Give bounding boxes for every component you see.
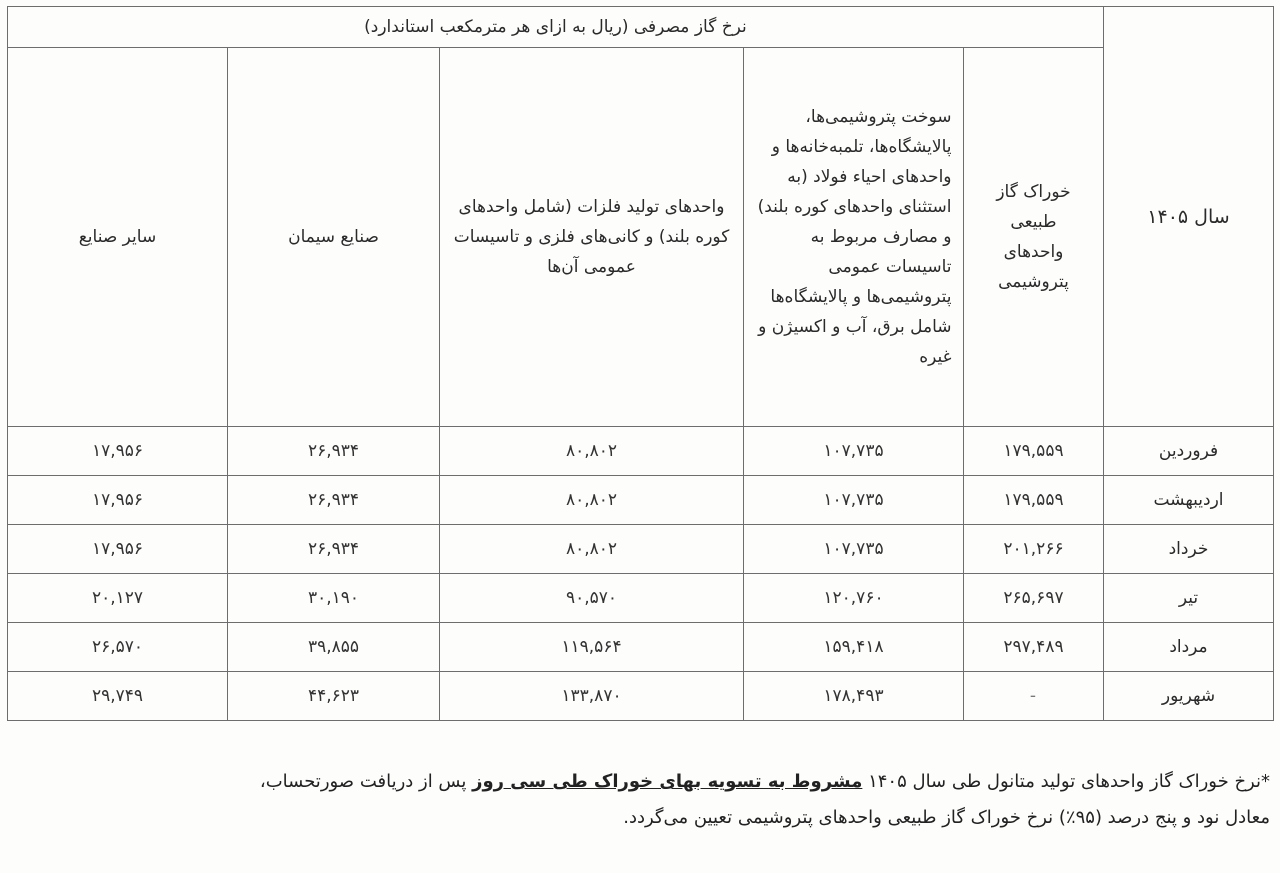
month-cell: تیر: [1104, 574, 1274, 623]
month-cell: شهریور: [1104, 672, 1274, 721]
year-label: [1104, 7, 1274, 427]
gas-rate-table: [7, 6, 1274, 721]
value-cell: ۲۹,۷۴۹: [7, 672, 227, 721]
value-cell: ۱۰۷,۷۳۵: [744, 427, 964, 476]
value-cell: -: [964, 672, 1104, 721]
month-cell: اردیبهشت: [1104, 476, 1274, 525]
table-row: [7, 672, 1273, 721]
value-cell: ۸۰,۸۰۲: [440, 427, 744, 476]
value-cell: ۱۷۹,۵۵۹: [964, 476, 1104, 525]
value-cell: ۲۹۷,۴۸۹: [964, 623, 1104, 672]
month-cell: فروردین: [1104, 427, 1274, 476]
table-title-text: نرخ گاز مصرفی (ریال به ازای هر مترمکعب استاندارد): [364, 17, 747, 37]
value-cell: ۲۰,۱۲۷: [7, 574, 227, 623]
footnote-line-1: [10, 764, 1270, 800]
month-cell: مرداد: [1104, 623, 1274, 672]
table-row: [7, 427, 1273, 476]
value-cell: ۹۰,۵۷۰: [440, 574, 744, 623]
value-cell: ۱۷۸,۴۹۳: [744, 672, 964, 721]
value-cell: ۲۶,۵۷۰: [7, 623, 227, 672]
table-row: [7, 476, 1273, 525]
value-cell: ۱۷۹,۵۵۹: [964, 427, 1104, 476]
value-cell: ۴۴,۶۲۳: [228, 672, 440, 721]
value-cell: ۱۳۳,۸۷۰: [440, 672, 744, 721]
value-cell: ۱۷,۹۵۶: [7, 427, 227, 476]
table-title: [7, 7, 1103, 48]
value-cell: ۳۰,۱۹۰: [228, 574, 440, 623]
value-cell: ۱۲۰,۷۶۰: [744, 574, 964, 623]
table-row: [7, 574, 1273, 623]
table-row: [7, 623, 1273, 672]
value-cell: ۱۰۷,۷۳۵: [744, 476, 964, 525]
value-cell: ۸۰,۸۰۲: [440, 525, 744, 574]
value-cell: ۲۰۱,۲۶۶: [964, 525, 1104, 574]
value-cell: ۲۶۵,۶۹۷: [964, 574, 1104, 623]
footnote-prefix: *نرخ خوراک گاز واحدهای تولید متانول طی سال ۱۴۰۵: [868, 771, 1270, 792]
value-cell: ۳۹,۸۵۵: [228, 623, 440, 672]
year-label-text: سال ۱۴۰۵: [1147, 205, 1230, 228]
value-cell: ۱۷,۹۵۶: [7, 525, 227, 574]
footnote: [10, 764, 1270, 836]
value-cell: ۲۶,۹۳۴: [228, 525, 440, 574]
value-cell: ۱۷,۹۵۶: [7, 476, 227, 525]
value-cell: ۱۵۹,۴۱۸: [744, 623, 964, 672]
value-cell: ۲۶,۹۳۴: [228, 427, 440, 476]
table-row: [7, 525, 1273, 574]
footnote-line-2: معادل نود و پنج درصد (۹۵٪) نرخ خوراک گاز طبیعی واحدهای پتروشیمی تعیین می‌گردد.: [623, 807, 1270, 828]
column-header-other-industries: سایر صنایع: [7, 48, 227, 427]
footnote-suffix: پس از دریافت صورتحساب،: [259, 771, 467, 792]
value-cell: ۱۱۹,۵۶۴: [440, 623, 744, 672]
value-cell: ۸۰,۸۰۲: [440, 476, 744, 525]
footnote-emphasis: مشروط به تسویه بهای خوراک طی سی روز: [472, 771, 863, 792]
column-header-petrochemical-fuel: سوخت پتروشیمی‌ها، پالایشگاه‌ها، تلمبه‌خانه‌ها و واحدهای احیاء فولاد (به استثنای واحدهای کوره بلند) و مصارف مربوط به تاسیسات عمومی پتروشیمی‌ها و پالایشگاه‌ها شامل برق، آب و اکسیژن و غیره: [744, 48, 964, 427]
column-header-metal-production: واحدهای تولید فلزات (شامل واحدهای کوره بلند) و کانی‌های فلزی و تاسیسات عمومی آن‌ها: [440, 48, 744, 427]
month-cell: خرداد: [1104, 525, 1274, 574]
column-header-petrochemical-feed: خوراک گاز طبیعی واحدهای پتروشیمی: [964, 48, 1104, 427]
value-cell: ۱۰۷,۷۳۵: [744, 525, 964, 574]
column-header-cement: صنایع سیمان: [228, 48, 440, 427]
value-cell: ۲۶,۹۳۴: [228, 476, 440, 525]
